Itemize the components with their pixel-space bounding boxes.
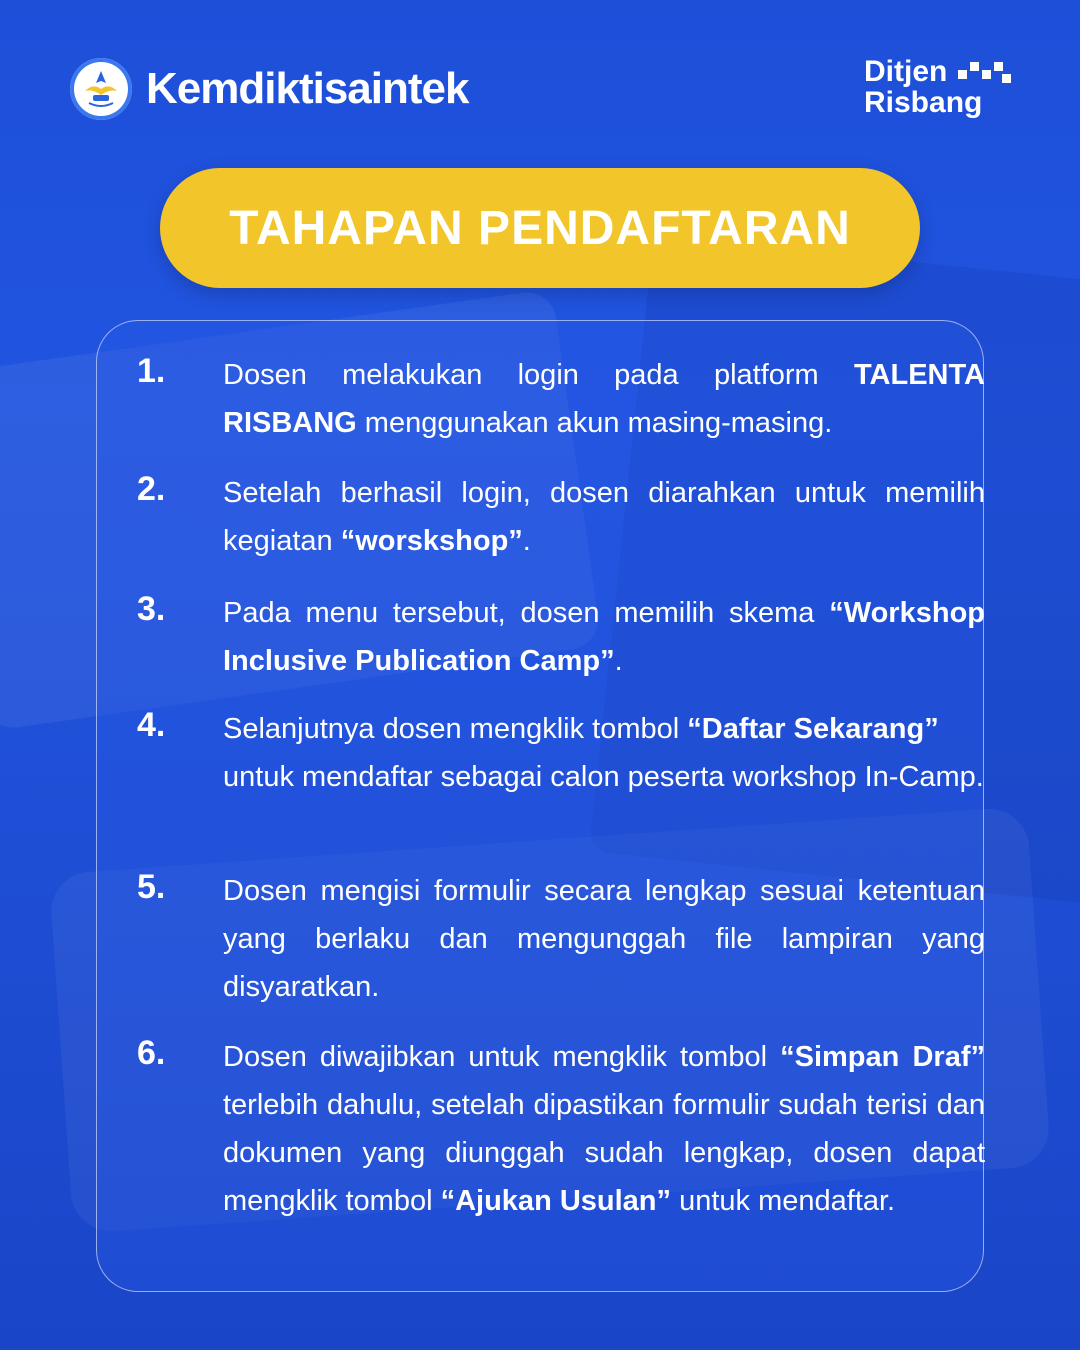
tut-wuri-handayani-logo-icon [70,58,132,120]
step-text: Dosen diwajibkan untuk mengklik tombol “Simpan Draf” terlebih dahulu, setelah dipastikan formulir sudah terisi dan dokumen yang diunggah sudah lengkap, dosen dapat mengklik tombol “Ajukan Usulan” untuk mendaftar. [223,1041,985,1217]
step-number: 2. [137,470,166,508]
brand-name: Kemdiktisaintek [146,64,469,113]
title-banner [160,168,920,288]
step-text: Dosen mengisi formulir secara lengkap sesuai ketentuan yang berlaku dan mengunggah file lampiran yang disyaratkan. [223,875,985,1003]
step-number: 3. [137,590,166,628]
step-number: 1. [137,352,166,390]
step-text: Setelah berhasil login, dosen diarahkan untuk memilih kegiatan “worskshop”. [223,477,985,557]
partner-line-1: Ditjen [864,55,948,88]
header [0,0,1080,160]
page-title: TAHAPAN PENDAFTARAN [229,201,851,255]
step-text: Selanjutnya dosen mengklik tombol “Daftar Sekarang” untuk mendaftar sebagai calon peserta workshop In-Camp. [223,713,984,793]
step-number: 4. [137,706,166,744]
partner-line-2: Risbang [864,86,983,119]
step-text: Dosen melakukan login pada platform TALENTA RISBANG menggunakan akun masing-masing. [223,359,985,439]
steps-card [96,320,984,1292]
step-text: Pada menu tersebut, dosen memilih skema “Workshop Inclusive Publication Camp”. [223,597,985,677]
step-number: 5. [137,868,166,906]
ditjen-risbang-logo-icon [956,60,1014,90]
step-number: 6. [137,1034,166,1072]
